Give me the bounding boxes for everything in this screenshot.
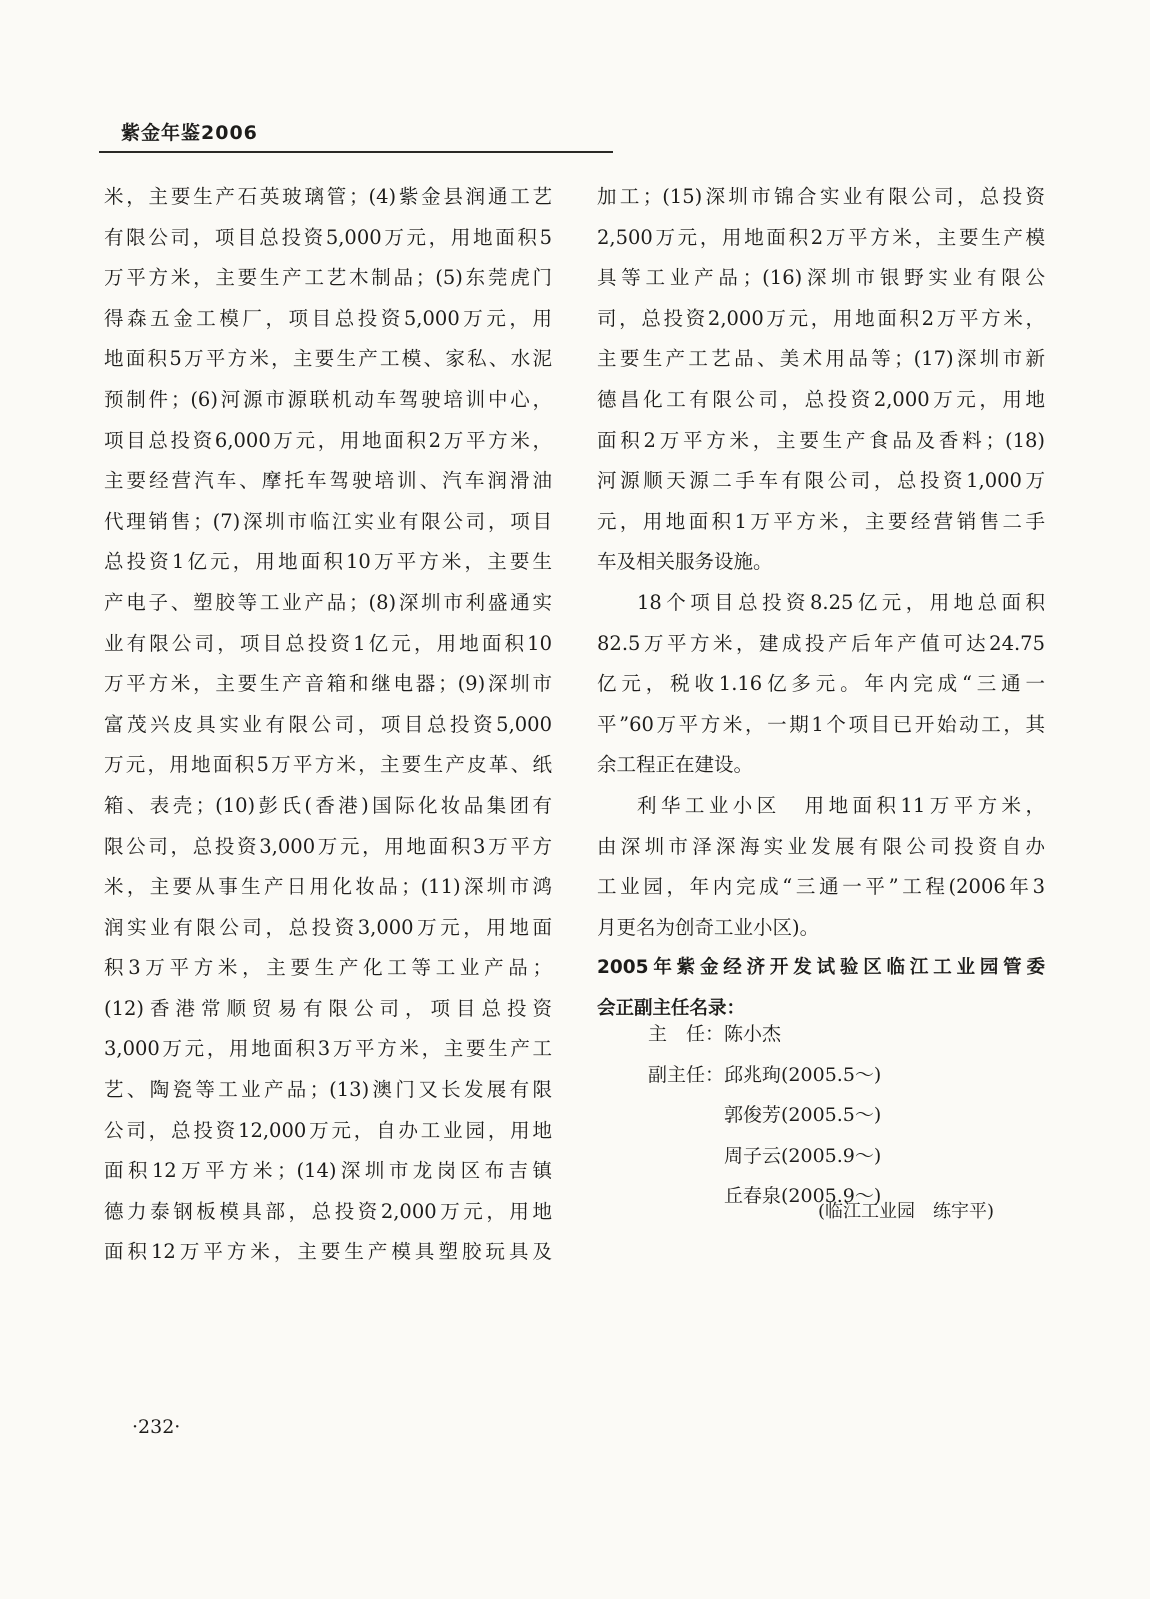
- text-line: 总投资1亿元，用地面积10万平方米，主要生: [104, 550, 552, 574]
- deputy-name: 郭俊芳(2005.5～): [724, 1104, 882, 1127]
- text-line: 2,500万元，用地面积2万平方米，主要生产模: [597, 225, 1045, 249]
- text-line: 亿元，税收1.16亿多元。年内完成“三通一: [597, 672, 1045, 696]
- text-line: 面积12万平方米；(14)深圳市龙岗区布吉镇: [104, 1159, 552, 1183]
- deputy-name: 周子云(2005.9～): [724, 1144, 882, 1167]
- right-paragraph-2: [597, 583, 1045, 786]
- text-line: 业有限公司，项目总投资1亿元，用地面积10: [104, 631, 552, 655]
- text-line: 利华工业小区 用地面积11万平方米，: [637, 793, 1045, 817]
- text-line: 主要生产工艺品、美术用品等；(17)深圳市新: [597, 347, 1045, 371]
- roster-deputy-row: [648, 1136, 881, 1177]
- text-line: 润实业有限公司，总投资3,000万元，用地面: [104, 915, 552, 939]
- text-line: 公司，总投资12,000万元，自办工业园，用地: [104, 1118, 552, 1142]
- text-line: 产电子、塑胶等工业产品；(8)深圳市利盛通实: [104, 590, 552, 614]
- text-line: 司，总投资2,000万元，用地面积2万平方米，: [597, 306, 1045, 330]
- text-line: 米，主要从事生产日用化妆品；(11)深圳市鸿: [104, 875, 552, 899]
- deputy-name: 邱兆珣(2005.5～): [724, 1063, 882, 1086]
- director-label: 主 任：: [648, 1023, 725, 1045]
- roster-director-row: [648, 1014, 881, 1055]
- text-line: 由深圳市泽深海实业发展有限公司投资自办: [597, 834, 1045, 858]
- right-column: [597, 177, 1045, 1029]
- source-attribution: (临江工业园 练宇平): [818, 1201, 995, 1222]
- page-number: ·232·: [132, 1416, 181, 1438]
- director-name: 陈小杰: [724, 1023, 782, 1045]
- left-column: [104, 177, 552, 1273]
- text-line: 主要经营汽车、摩托车驾驶培训、汽车润滑油: [104, 469, 552, 493]
- right-paragraph-1: [597, 177, 1045, 583]
- text-line: 面积12万平方米，主要生产模具塑胶玩具及: [104, 1240, 552, 1264]
- roster-deputy-row: [648, 1095, 881, 1136]
- deputy-name: 丘春泉(2005.9～): [724, 1185, 882, 1208]
- text-line: 82.5万平方米，建成投产后年产值可达24.75: [597, 631, 1045, 655]
- deputy-label: 副主任：: [648, 1063, 725, 1086]
- text-line: 项目总投资6,000万元，用地面积2万平方米，: [104, 428, 552, 452]
- text-line: 德力泰钢板模具部，总投资2,000万元，用地: [104, 1199, 552, 1223]
- text-line: 月更名为创奇工业小区)。: [597, 915, 820, 939]
- text-line: 富茂兴皮具实业有限公司，项目总投资5,000: [104, 712, 552, 736]
- text-line: 工业园，年内完成“三通一平”工程(2006年3: [597, 875, 1045, 899]
- text-line: 万平方米，主要生产工艺木制品；(5)东莞虎门: [104, 266, 552, 290]
- text-line: 元，用地面积1万平方米，主要经营销售二手: [597, 509, 1045, 533]
- text-line: 平”60万平方米，一期1个项目已开始动工，其: [597, 712, 1045, 736]
- text-line: 余工程正在建设。: [597, 753, 754, 777]
- page-header-title: 紫金年鉴2006: [121, 122, 258, 144]
- text-line: 箱、表壳；(10)彭氏(香港)国际化妆品集团有: [104, 793, 552, 817]
- text-line: 米，主要生产石英玻璃管；(4)紫金县润通工艺: [104, 185, 552, 208]
- text-line: 限公司，总投资3,000万元，用地面积3万平方: [104, 834, 552, 858]
- text-line: 积3万平方米，主要生产化工等工业产品；: [104, 956, 552, 980]
- text-line: 预制件；(6)河源市源联机动车驾驶培训中心，: [104, 387, 552, 411]
- text-line: 加工；(15)深圳市锦合实业有限公司，总投资: [597, 185, 1045, 208]
- text-line: 面积2万平方米，主要生产食品及香料；(18): [597, 428, 1045, 452]
- text-line: 得森五金工模厂，项目总投资5,000万元，用: [104, 306, 552, 330]
- text-line: 代理销售；(7)深圳市临江实业有限公司，项目: [104, 509, 552, 533]
- text-line: 3,000万元，用地面积3万平方米，主要生产工: [104, 1037, 552, 1061]
- roster-deputy-row: [648, 1055, 881, 1096]
- text-line: 地面积5万平方米，主要生产工模、家私、水泥: [104, 347, 552, 371]
- text-line: 有限公司，项目总投资5,000万元，用地面积5: [104, 225, 552, 249]
- text-line: 河源顺天源二手车有限公司，总投资1,000万: [597, 469, 1045, 493]
- text-line: 会正副主任名录：: [597, 997, 746, 1019]
- text-line: 2005年紫金经济开发试验区临江工业园管委: [597, 957, 1045, 979]
- text-line: 18个项目总投资8.25亿元，用地总面积: [637, 590, 1045, 614]
- roster: [648, 1014, 881, 1217]
- text-line: 德昌化工有限公司，总投资2,000万元，用地: [597, 387, 1045, 411]
- text-line: 具等工业产品；(16)深圳市银野实业有限公: [597, 266, 1045, 290]
- text-line: (12)香港常顺贸易有限公司，项目总投资: [104, 996, 552, 1020]
- text-line: 万元，用地面积5万平方米，主要生产皮革、纸: [104, 753, 552, 777]
- header-rule: [99, 151, 613, 153]
- text-line: 车及相关服务设施。: [597, 550, 773, 574]
- text-line: 艺、陶瓷等工业产品；(13)澳门又长发展有限: [104, 1078, 552, 1102]
- right-paragraph-3: [597, 786, 1045, 948]
- text-line: 万平方米，主要生产音箱和继电器；(9)深圳市: [104, 672, 552, 696]
